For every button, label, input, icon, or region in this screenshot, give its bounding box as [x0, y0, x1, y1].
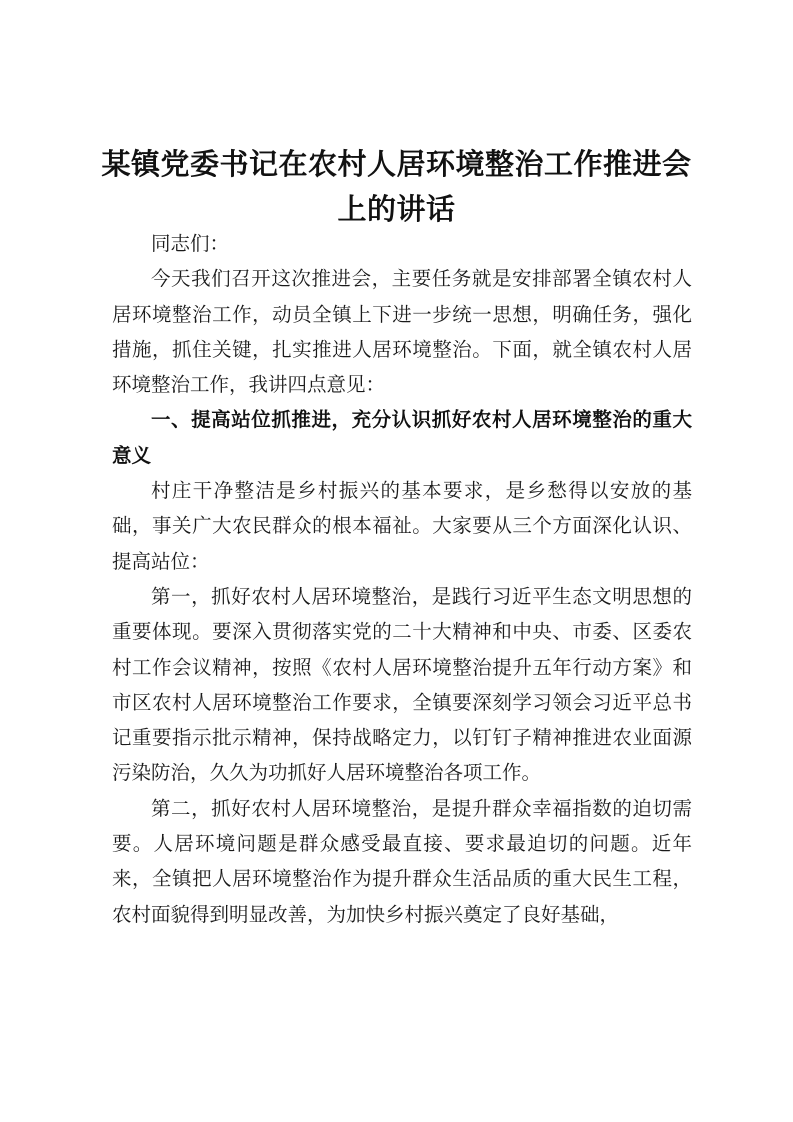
salutation: 同志们： — [151, 232, 230, 255]
paragraph-intro: 今天我们召开这次推进会，主要任务就是安排部署全镇农村人居环境整治工作，动员全镇上下进一步统一思想，明确任务，强化措施，抓住关键，扎实推进人居环境整治。下面，就全镇农村人居环境整治工作，我讲四点意见： — [112, 267, 692, 397]
section-heading-1: 一、提高站位抓推进，充分认识抓好农村人居环境整治的重大意义 — [112, 408, 692, 467]
paragraph-significance: 村庄干净整洁是乡村振兴的基本要求，是乡愁得以安放的基础，事关广大农民群众的根本福祉。大家要从三个方面深化认识、提高站位： — [112, 479, 692, 573]
document-body — [112, 226, 692, 932]
paragraph-point-2: 第二，抓好农村人居环境整治，是提升群众幸福指数的迫切需要。人居环境问题是群众感受最直接、要求最迫切的问题。近年来，全镇把人居环境整治作为提升群众生活品质的重大民生工程，农村面貌得到明显改善，为加快乡村振兴奠定了良好基础， — [112, 796, 692, 926]
paragraph-point-1: 第一，抓好农村人居环境整治，是践行习近平生态文明思想的重要体现。要深入贯彻落实党的二十大精神和中央、市委、区委农村工作会议精神，按照《农村人居环境整治提升五年行动方案》和市区农村人居环境整治工作要求，全镇要深刻学习领会习近平总书记重要指示批示精神，保持战略定力，以钉钉子精神推进农业面源污染防治，久久为功抓好人居环境整治各项工作。 — [112, 584, 692, 785]
document-title: 某镇党委书记在农村人居环境整治工作推进会上的讲话 — [101, 147, 692, 226]
